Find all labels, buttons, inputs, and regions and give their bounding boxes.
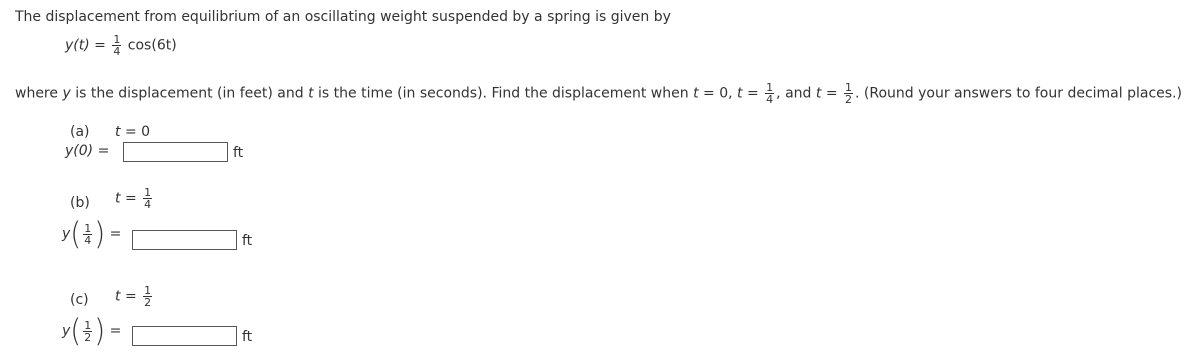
y-argument-fraction xyxy=(83,320,92,343)
sentence-text: = xyxy=(821,85,843,102)
part-a-y-label xyxy=(65,143,109,159)
fraction-denominator: 2 xyxy=(845,93,853,106)
y-argument-fraction xyxy=(83,223,92,246)
y-of-0: y(0) xyxy=(65,143,94,159)
left-paren: ( xyxy=(70,312,82,349)
sentence-text: . (Round your answers to four decimal places.) xyxy=(855,85,1182,102)
part-a-label: (a) xyxy=(70,124,90,140)
part-b-label: (b) xyxy=(70,195,90,211)
question-sentence xyxy=(15,82,1182,105)
equals-sign: = xyxy=(124,124,137,140)
variable-t: t xyxy=(115,124,121,140)
equals-sign: = xyxy=(124,288,137,305)
part-b-condition xyxy=(115,187,154,210)
variable-t: t xyxy=(308,85,314,102)
formula-equals: = xyxy=(94,37,106,54)
variable-y: y xyxy=(62,323,71,339)
left-paren: ( xyxy=(70,215,82,252)
equals-sign: = xyxy=(109,323,122,339)
fraction-one-half xyxy=(844,82,853,105)
right-paren: ) xyxy=(94,215,106,252)
variable-t: t xyxy=(115,190,121,207)
variable-y: y xyxy=(62,85,71,102)
t-fraction xyxy=(143,187,152,210)
sentence-text: is the displacement (in feet) and xyxy=(70,85,309,102)
part-c-label: (c) xyxy=(70,292,89,308)
part-a-unit: ft xyxy=(233,145,244,161)
part-b-y-label xyxy=(62,215,122,252)
formula-denominator: 4 xyxy=(113,45,121,58)
equals-sign: = xyxy=(97,143,110,159)
fraction-denominator: 4 xyxy=(84,233,92,247)
variable-y: y xyxy=(62,226,71,242)
formula-rhs: cos(6t) xyxy=(127,37,177,54)
part-c-unit: ft xyxy=(242,329,253,345)
variable-t: t xyxy=(815,85,822,102)
fraction-numerator: 1 xyxy=(84,221,92,235)
sentence-text: where xyxy=(15,85,63,102)
sentence-text: is the time (in seconds). Find the displacement when xyxy=(313,85,694,102)
sentence-text: = 0, xyxy=(698,85,738,102)
fraction-one-quarter xyxy=(765,82,774,105)
variable-t: t xyxy=(115,288,121,305)
formula-numerator: 1 xyxy=(113,33,121,46)
variable-t: t xyxy=(693,85,699,102)
fraction-numerator: 1 xyxy=(144,284,152,297)
part-a-answer-input[interactable] xyxy=(123,142,228,162)
fraction-numerator: 1 xyxy=(766,81,774,94)
part-c-answer-input[interactable] xyxy=(132,326,237,346)
fraction-denominator: 2 xyxy=(84,330,92,344)
part-b-unit: ft xyxy=(242,233,253,249)
formula-fraction xyxy=(112,34,121,57)
formula-lhs: y(t) xyxy=(65,37,90,54)
equals-sign: = xyxy=(109,226,122,242)
t-value: 0 xyxy=(141,124,151,140)
displacement-formula xyxy=(65,34,177,57)
part-b-answer-input[interactable] xyxy=(132,230,237,250)
fraction-numerator: 1 xyxy=(84,318,92,332)
fraction-denominator: 2 xyxy=(144,296,152,309)
part-a-condition xyxy=(115,124,150,140)
fraction-denominator: 4 xyxy=(766,93,774,106)
t-fraction xyxy=(143,285,152,308)
sentence-text: , and xyxy=(776,85,816,102)
fraction-numerator: 1 xyxy=(144,186,152,199)
sentence-text: = xyxy=(742,85,764,102)
equals-sign: = xyxy=(124,190,137,207)
intro-text: The displacement from equilibrium of an oscillating weight suspended by a spring is given by xyxy=(15,9,671,25)
part-c-condition xyxy=(115,285,154,308)
fraction-numerator: 1 xyxy=(845,81,853,94)
part-c-y-label xyxy=(62,312,122,349)
right-paren: ) xyxy=(94,312,106,349)
variable-t: t xyxy=(737,85,743,102)
fraction-denominator: 4 xyxy=(144,198,152,211)
